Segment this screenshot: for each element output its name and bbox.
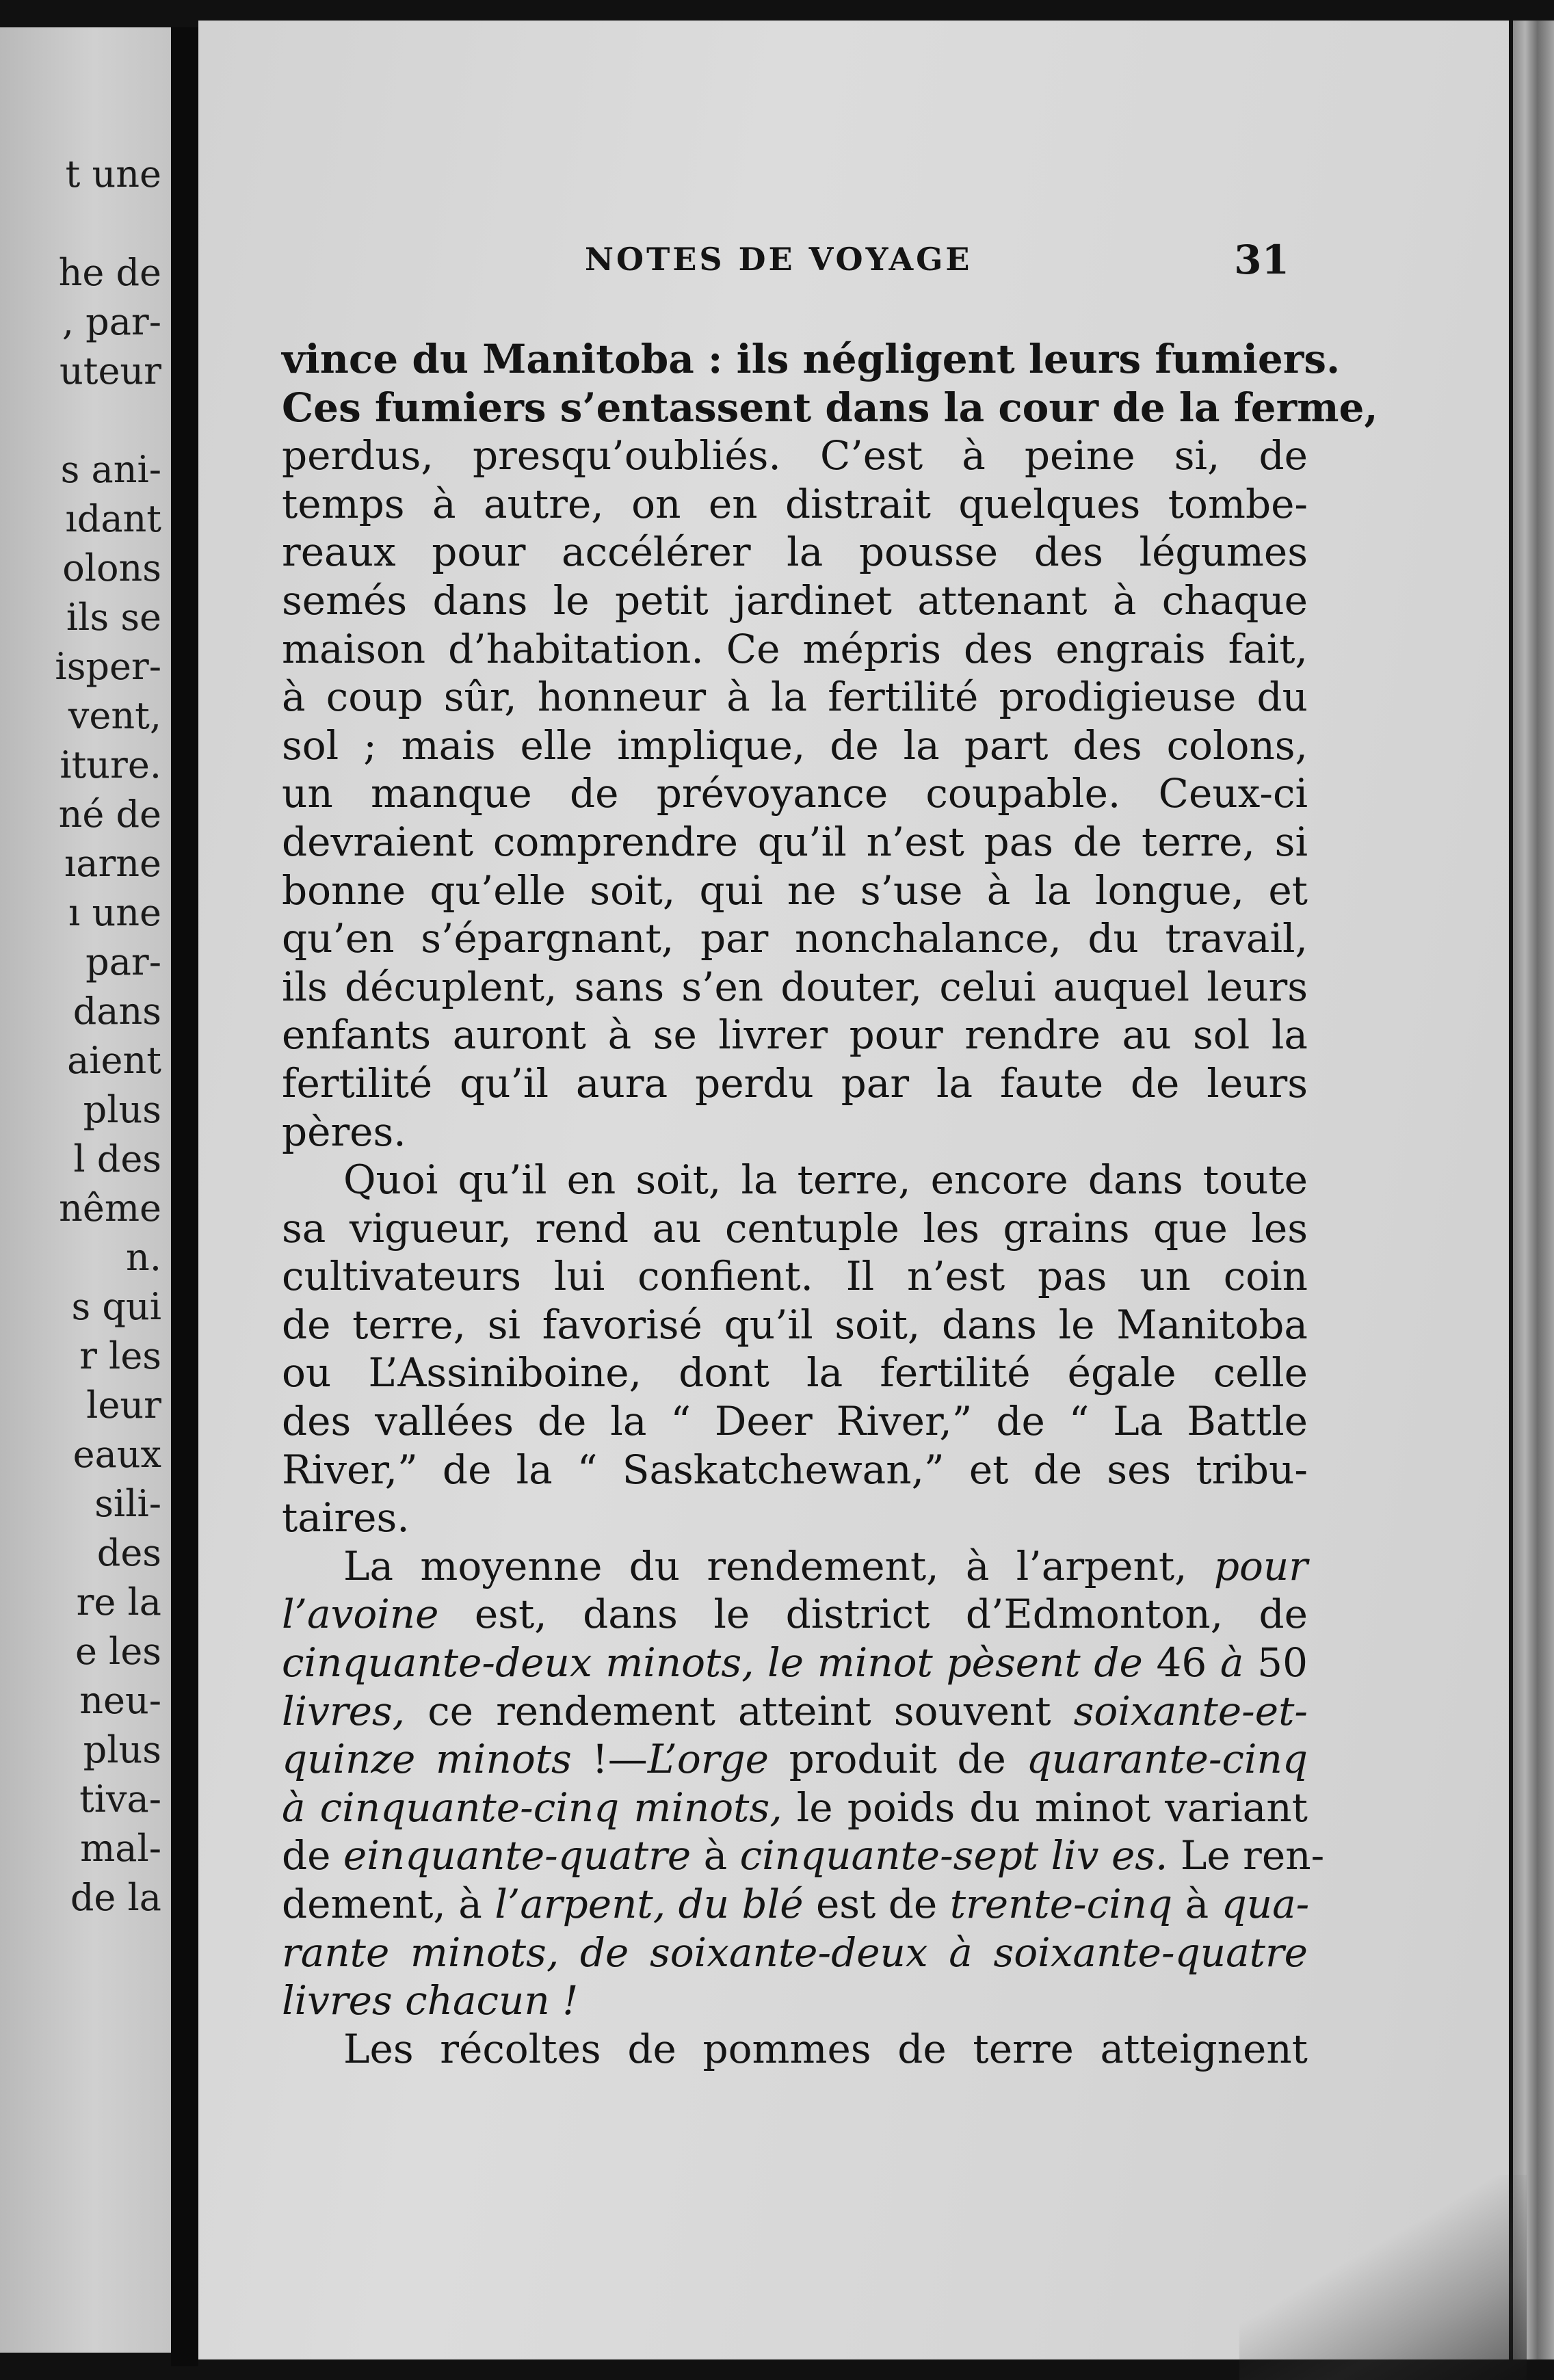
- italic-text: cinquante-sept liv es.: [739, 1832, 1168, 1879]
- italic-text: l’arpent, du blé: [495, 1881, 804, 1927]
- text-line: [282, 1929, 1308, 1977]
- italic-text: quarante-cinq: [1026, 1736, 1308, 1783]
- italic-text: livres,: [282, 1687, 406, 1734]
- italic-text: livres chacun !: [282, 1977, 579, 2024]
- text-line: bonne qu’elle soit, qui ne s’use à la longue, et: [282, 867, 1308, 914]
- left-page-line: n.: [126, 1236, 161, 1279]
- text-line: sa vigueur, rend au centuple les grains que les: [282, 1204, 1308, 1252]
- text-segment: La moyenne du rendement, à l’arpent,: [343, 1542, 1214, 1589]
- italic-text: rante minots, de soixante-deux à soixante-quatre: [282, 1929, 1308, 1976]
- text-line: Quoi qu’il en soit, la terre, encore dans toute: [343, 1156, 1308, 1204]
- left-page-line: isper-: [55, 645, 161, 688]
- text-line: un manque de prévoyance coupable. Ceux-ci: [282, 770, 1308, 817]
- italic-text: L’orge: [647, 1736, 769, 1783]
- text-segment: le poids du minot variant: [782, 1784, 1308, 1831]
- italic-text: trente-cinq: [949, 1881, 1173, 1927]
- running-title: NOTES DE VOYAGE: [585, 241, 973, 278]
- left-page-line: neu-: [79, 1679, 161, 1722]
- text-line: des vallées de la “ Deer River,” de “ La Battle: [282, 1398, 1308, 1445]
- left-page-line: iture.: [60, 743, 161, 786]
- text-line: sol ; mais elle implique, de la part des colons,: [282, 722, 1308, 769]
- running-head: [380, 237, 1289, 295]
- text-line: taires.: [282, 1494, 410, 1542]
- left-page-line: plus: [83, 1088, 161, 1131]
- left-page-line: eaux: [73, 1433, 161, 1476]
- left-page-line: mal-: [80, 1827, 161, 1870]
- left-page-line: plus: [83, 1728, 161, 1771]
- left-page-line: des: [96, 1531, 161, 1574]
- left-page-line: sili-: [94, 1482, 161, 1525]
- text-segment: !—: [571, 1736, 648, 1783]
- text-segment: Le ren-: [1168, 1832, 1325, 1879]
- text-line: ils décuplent, sans s’en douter, celui auquel leurs: [282, 963, 1308, 1010]
- text-line: Les récoltes de pommes de terre atteignent: [343, 2025, 1308, 2072]
- page-corner-shadow: [1239, 2175, 1527, 2380]
- text-segment: produit de: [768, 1736, 1027, 1783]
- text-segment: à: [691, 1832, 740, 1879]
- left-page-fragment: [0, 27, 171, 2353]
- italic-text: cinquante-deux minots, le minot pèsent de: [282, 1639, 1143, 1687]
- text-line: reaux pour accélérer la pousse des légumes: [282, 529, 1308, 576]
- italic-text: pour: [1213, 1542, 1308, 1589]
- text-segment: 46: [1142, 1639, 1220, 1687]
- text-line: [282, 1542, 1308, 1591]
- text-segment: ce rendement atteint souvent: [405, 1687, 1074, 1734]
- text-line: Ces fumiers s’entassent dans la cour de la ferme,: [282, 384, 1378, 431]
- left-page-line: s qui: [71, 1285, 161, 1328]
- left-page-line: tiva-: [79, 1777, 161, 1821]
- text-line: [282, 1687, 1308, 1736]
- left-page-line: ıdant: [65, 497, 161, 540]
- left-page-line: dans: [73, 990, 161, 1033]
- left-page-line: leur: [86, 1384, 161, 1427]
- text-segment: est de: [803, 1881, 950, 1927]
- text-line: qu’en s’épargnant, par nonchalance, du travail,: [282, 915, 1308, 962]
- left-page-line: né de: [58, 793, 161, 836]
- text-line: [282, 1735, 1308, 1784]
- text-line: cultivateurs lui confient. Il n’est pas un coin: [282, 1253, 1308, 1300]
- page-number: 31: [1234, 237, 1289, 283]
- text-line: vince du Manitoba : ils négligent leurs fumiers.: [282, 336, 1341, 382]
- page-edge: [1513, 21, 1554, 2359]
- left-page-line: he de: [58, 251, 161, 294]
- left-page-line: olons: [62, 546, 161, 590]
- left-page-line: par-: [85, 940, 161, 983]
- text-line: pères.: [282, 1108, 406, 1155]
- left-page-line: e les: [75, 1630, 161, 1673]
- body-text: [282, 335, 1378, 2073]
- text-segment: 50: [1243, 1639, 1308, 1687]
- left-page-line: uteur: [59, 349, 161, 393]
- left-page-line: nême: [59, 1187, 161, 1230]
- text-line: [282, 1832, 1325, 1880]
- text-line: ou L’Assiniboine, dont la fertilité égale celle: [282, 1349, 1308, 1397]
- italic-text: qua-: [1221, 1881, 1310, 1927]
- text-line: [282, 1784, 1308, 1832]
- text-line: devraient comprendre qu’il n’est pas de terre, si: [282, 818, 1308, 865]
- italic-text: soixante-et-: [1073, 1687, 1308, 1734]
- left-page-line: ils se: [66, 596, 161, 639]
- left-page-line: r les: [79, 1334, 161, 1377]
- left-page-line: t une: [65, 153, 161, 196]
- left-page-line: , par-: [62, 300, 161, 343]
- text-segment: dement, à: [282, 1881, 495, 1927]
- text-line: temps à autre, on en distrait quelques tombe-: [282, 480, 1308, 527]
- text-line: River,” de la “ Saskatchewan,” et de ses tribu-: [282, 1446, 1308, 1493]
- italic-text: einquante-quatre: [343, 1832, 692, 1879]
- text-line: [282, 1880, 1308, 1929]
- left-page-line: s ani-: [60, 448, 161, 491]
- text-line: fertilité qu’il aura perdu par la faute de leurs: [282, 1059, 1308, 1107]
- italic-text: l’avoine: [282, 1591, 439, 1638]
- left-page-line: ı une: [68, 891, 161, 934]
- text-segment: à: [1172, 1881, 1222, 1927]
- text-segment: de: [282, 1832, 343, 1879]
- left-page-line: l des: [73, 1137, 161, 1180]
- text-line: à coup sûr, honneur à la fertilité prodigieuse du: [282, 674, 1308, 721]
- left-page-line: aient: [67, 1039, 161, 1082]
- text-segment: est, dans le district d’Edmonton, de: [438, 1591, 1308, 1638]
- text-line: [282, 1590, 1308, 1639]
- left-page-line: re la: [76, 1581, 161, 1624]
- book-gutter: [171, 27, 198, 2366]
- text-line: [282, 1976, 1308, 2025]
- left-page-line: de la: [70, 1876, 161, 1919]
- italic-text: à cinquante-cinq minots,: [282, 1784, 782, 1831]
- italic-text: quinze minots: [282, 1736, 572, 1783]
- left-page-line: vent,: [68, 694, 161, 737]
- text-line: [282, 1639, 1308, 1687]
- text-line: perdus, presqu’oubliés. C’est à peine si, de: [282, 432, 1308, 479]
- text-line: de terre, si favorisé qu’il soit, dans le Manitoba: [282, 1301, 1308, 1348]
- left-page-line: ıarne: [64, 842, 161, 885]
- text-line: enfants auront à se livrer pour rendre au sol la: [282, 1012, 1308, 1059]
- italic-text: à: [1220, 1639, 1244, 1687]
- text-line: semés dans le petit jardinet attenant à chaque: [282, 577, 1308, 624]
- text-line: maison d’habitation. Ce mépris des engrais fait,: [282, 625, 1308, 672]
